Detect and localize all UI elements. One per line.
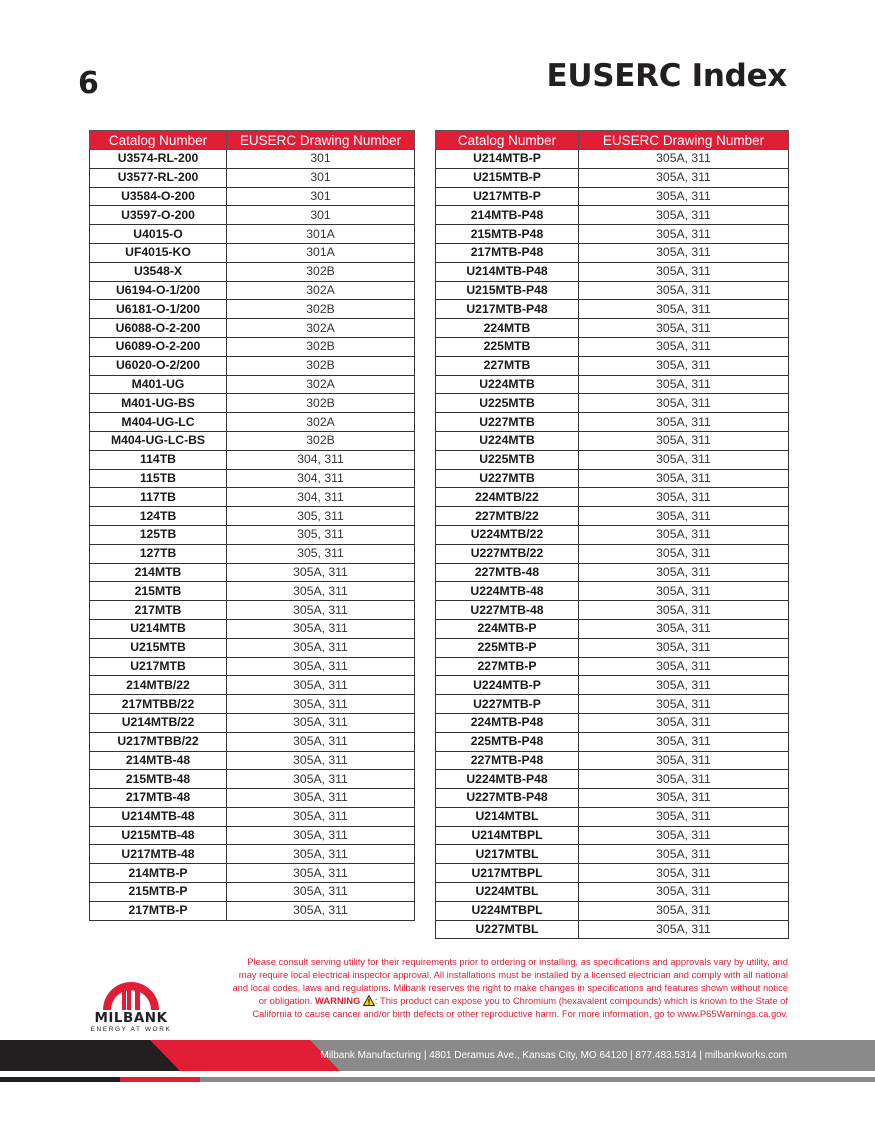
drawing-number-cell: 301 <box>227 206 415 225</box>
catalog-number-cell: 224MTB/22 <box>436 488 579 507</box>
catalog-number-cell: 225MTB-P <box>436 638 579 657</box>
catalog-number-cell: 217MTB-P48 <box>436 243 579 262</box>
table-row <box>90 676 415 695</box>
catalog-number-cell: U224MTB-48 <box>436 582 579 601</box>
catalog-number-cell: U6088-O-2-200 <box>90 319 227 338</box>
drawing-number-cell: 302A <box>227 413 415 432</box>
euserc-table-right <box>435 130 789 939</box>
table-row <box>436 319 789 338</box>
catalog-number-cell: M404-UG-LC-BS <box>90 431 227 450</box>
catalog-number-cell: 224MTB-P48 <box>436 713 579 732</box>
drawing-number-cell: 305A, 311 <box>579 262 789 281</box>
table-row <box>436 582 789 601</box>
table-row <box>90 413 415 432</box>
drawing-number-cell: 305A, 311 <box>579 713 789 732</box>
table-row <box>90 488 415 507</box>
catalog-number-cell: U217MTB-P48 <box>436 300 579 319</box>
catalog-number-cell: 214MTB <box>90 563 227 582</box>
drawing-number-cell: 302B <box>227 300 415 319</box>
drawing-number-cell: 305A, 311 <box>579 337 789 356</box>
drawing-number-cell: 305A, 311 <box>227 676 415 695</box>
table-row <box>436 920 789 939</box>
logo-tagline: ENERGY AT WORK <box>90 1026 172 1033</box>
drawing-number-cell: 305A, 311 <box>579 845 789 864</box>
table-row <box>90 450 415 469</box>
catalog-number-cell: U224MTB-P48 <box>436 770 579 789</box>
catalog-number-cell: 217MTB-P <box>90 901 227 920</box>
catalog-number-cell: 225MTB <box>436 337 579 356</box>
table-row <box>90 544 415 563</box>
catalog-number-cell: U224MTBPL <box>436 901 579 920</box>
catalog-number-cell: U215MTB-P <box>436 168 579 187</box>
table-row <box>90 469 415 488</box>
table-row <box>90 507 415 526</box>
table-row <box>90 732 415 751</box>
catalog-number-cell: 214MTB-48 <box>90 751 227 770</box>
drawing-number-cell: 305A, 311 <box>579 525 789 544</box>
table-row <box>90 619 415 638</box>
catalog-number-cell: U6194-O-1/200 <box>90 281 227 300</box>
catalog-number-cell: M401-UG <box>90 375 227 394</box>
drawing-number-cell: 305A, 311 <box>579 676 789 695</box>
drawing-number-cell: 305A, 311 <box>579 770 789 789</box>
table-row <box>90 695 415 714</box>
drawing-number-cell: 301A <box>227 225 415 244</box>
catalog-number-cell: 215MTB-48 <box>90 770 227 789</box>
drawing-number-cell: 305A, 311 <box>227 638 415 657</box>
catalog-number-cell: 227MTB/22 <box>436 507 579 526</box>
drawing-number-cell: 305A, 311 <box>579 243 789 262</box>
drawing-number-cell: 305A, 311 <box>579 413 789 432</box>
catalog-number-cell: U3548-X <box>90 262 227 281</box>
catalog-number-cell: U227MTBL <box>436 920 579 939</box>
catalog-number-cell: U214MTB-48 <box>90 807 227 826</box>
catalog-number-cell: M404-UG-LC <box>90 413 227 432</box>
catalog-number-cell: M401-UG-BS <box>90 394 227 413</box>
page-title: EUSERC Index <box>546 58 787 94</box>
catalog-number-cell: U3577-RL-200 <box>90 168 227 187</box>
catalog-number-cell: 117TB <box>90 488 227 507</box>
drawing-number-cell: 302B <box>227 394 415 413</box>
table-row <box>436 789 789 808</box>
drawing-number-cell: 305A, 311 <box>579 507 789 526</box>
table-row <box>90 826 415 845</box>
catalog-number-cell: U217MTB-P <box>436 187 579 206</box>
catalog-number-cell: 215MTB <box>90 582 227 601</box>
catalog-number-cell: U217MTBB/22 <box>90 732 227 751</box>
drawing-number-cell: 301 <box>227 187 415 206</box>
catalog-number-cell: U217MTBL <box>436 845 579 864</box>
drawing-number-cell: 302A <box>227 375 415 394</box>
page-number: 6 <box>78 66 99 101</box>
table-row <box>90 375 415 394</box>
table-row <box>436 150 789 169</box>
table-row <box>90 337 415 356</box>
drawing-number-cell: 305A, 311 <box>579 225 789 244</box>
catalog-number-cell: 127TB <box>90 544 227 563</box>
drawing-number-cell: 305A, 311 <box>579 431 789 450</box>
drawing-number-cell: 305A, 311 <box>579 619 789 638</box>
table-row <box>90 807 415 826</box>
drawing-number-cell: 305A, 311 <box>227 601 415 620</box>
table-row <box>436 337 789 356</box>
table-row <box>436 883 789 902</box>
drawing-number-cell: 305A, 311 <box>579 469 789 488</box>
table-row <box>436 300 789 319</box>
drawing-number-cell: 301 <box>227 150 415 169</box>
catalog-number-cell: U215MTB-P48 <box>436 281 579 300</box>
table-row <box>90 638 415 657</box>
drawing-number-cell: 305A, 311 <box>227 695 415 714</box>
table-row <box>90 206 415 225</box>
drawing-number-cell: 305A, 311 <box>579 920 789 939</box>
drawing-number-cell: 302B <box>227 431 415 450</box>
drawing-number-cell: 305A, 311 <box>579 394 789 413</box>
table-row <box>436 243 789 262</box>
drawing-number-cell: 305A, 311 <box>227 901 415 920</box>
catalog-number-cell: U6089-O-2-200 <box>90 337 227 356</box>
euserc-table-left <box>89 130 415 921</box>
drawing-number-header: EUSERC Drawing Number <box>579 131 789 150</box>
catalog-number-cell: U214MTB/22 <box>90 713 227 732</box>
warning-label: WARNING <box>315 995 361 1007</box>
table-row <box>436 469 789 488</box>
drawing-number-cell: 305A, 311 <box>579 300 789 319</box>
drawing-number-cell: 305A, 311 <box>579 695 789 714</box>
warning-icon <box>363 995 375 1006</box>
table-row <box>90 431 415 450</box>
drawing-number-cell: 305A, 311 <box>579 150 789 169</box>
table-row <box>90 789 415 808</box>
catalog-number-cell: 115TB <box>90 469 227 488</box>
drawing-number-cell: 304, 311 <box>227 488 415 507</box>
table-row <box>90 300 415 319</box>
drawing-number-cell: 304, 311 <box>227 469 415 488</box>
catalog-number-cell: 215MTB-P48 <box>436 225 579 244</box>
catalog-number-cell: U224MTBL <box>436 883 579 902</box>
table-row <box>90 713 415 732</box>
table-row <box>90 262 415 281</box>
table-row <box>436 845 789 864</box>
catalog-number-cell: UF4015-KO <box>90 243 227 262</box>
drawing-number-cell: 305A, 311 <box>579 319 789 338</box>
drawing-number-cell: 305A, 311 <box>227 845 415 864</box>
catalog-number-cell: U214MTBL <box>436 807 579 826</box>
table-row <box>436 450 789 469</box>
drawing-number-cell: 301A <box>227 243 415 262</box>
table-row <box>436 281 789 300</box>
catalog-number-cell: U224MTB-P <box>436 676 579 695</box>
drawing-number-cell: 305A, 311 <box>579 657 789 676</box>
drawing-number-cell: 305A, 311 <box>579 901 789 920</box>
catalog-number-cell: 224MTB <box>436 319 579 338</box>
table-row <box>436 826 789 845</box>
catalog-number-cell: U4015-O <box>90 225 227 244</box>
catalog-number-cell: U227MTB-P <box>436 695 579 714</box>
table-row <box>90 883 415 902</box>
catalog-number-cell: 214MTB-P48 <box>436 206 579 225</box>
catalog-number-cell: U217MTBPL <box>436 864 579 883</box>
footer-contact: Milbank Manufacturing | 4801 Deramus Ave., Kansas City, MO 64120 | 877.483.5314 | milbankworks.com <box>320 1050 787 1061</box>
drawing-number-cell: 305A, 311 <box>579 582 789 601</box>
table-row <box>90 770 415 789</box>
drawing-number-cell: 305A, 311 <box>579 601 789 620</box>
catalog-number-cell: 227MTB-P48 <box>436 751 579 770</box>
table-row <box>436 770 789 789</box>
drawing-number-cell: 305A, 311 <box>579 168 789 187</box>
drawing-number-cell: 305A, 311 <box>227 582 415 601</box>
catalog-number-cell: 225MTB-P48 <box>436 732 579 751</box>
drawing-number-cell: 305A, 311 <box>579 544 789 563</box>
drawing-number-cell: 305A, 311 <box>579 864 789 883</box>
drawing-number-cell: 302B <box>227 337 415 356</box>
table-row <box>436 431 789 450</box>
catalog-number-header: Catalog Number <box>436 131 579 150</box>
drawing-number-cell: 302B <box>227 356 415 375</box>
drawing-number-cell: 305A, 311 <box>579 206 789 225</box>
catalog-number-cell: U215MTB <box>90 638 227 657</box>
table-row <box>436 601 789 620</box>
drawing-number-cell: 305A, 311 <box>579 883 789 902</box>
drawing-number-header: EUSERC Drawing Number <box>227 131 415 150</box>
catalog-number-cell: 224MTB-P <box>436 619 579 638</box>
drawing-number-cell: 302B <box>227 262 415 281</box>
legal-disclaimer <box>228 955 788 1020</box>
catalog-number-cell: U224MTB/22 <box>436 525 579 544</box>
table-row <box>90 225 415 244</box>
table-row <box>436 507 789 526</box>
table-row <box>436 864 789 883</box>
table-row <box>436 619 789 638</box>
table-row <box>90 901 415 920</box>
catalog-number-cell: 215MTB-P <box>90 883 227 902</box>
drawing-number-cell: 305A, 311 <box>579 281 789 300</box>
table-row <box>436 525 789 544</box>
table-row <box>436 262 789 281</box>
drawing-number-cell: 305A, 311 <box>227 883 415 902</box>
table-row <box>90 845 415 864</box>
milbank-logo <box>86 964 176 1033</box>
table-row <box>436 413 789 432</box>
table-row <box>436 375 789 394</box>
catalog-number-cell: 214MTB/22 <box>90 676 227 695</box>
table-row <box>90 864 415 883</box>
catalog-number-cell: 217MTB-48 <box>90 789 227 808</box>
catalog-number-cell: U224MTB <box>436 431 579 450</box>
catalog-number-cell: 227MTB-P <box>436 657 579 676</box>
table-row <box>436 563 789 582</box>
table-row <box>436 713 789 732</box>
catalog-number-cell: 227MTB <box>436 356 579 375</box>
catalog-number-cell: 124TB <box>90 507 227 526</box>
drawing-number-cell: 305, 311 <box>227 525 415 544</box>
catalog-number-cell: U214MTB-P <box>436 150 579 169</box>
drawing-number-cell: 305A, 311 <box>579 807 789 826</box>
catalog-number-cell: 114TB <box>90 450 227 469</box>
table-row <box>436 206 789 225</box>
catalog-number-cell: 217MTB <box>90 601 227 620</box>
catalog-number-cell: 227MTB-48 <box>436 563 579 582</box>
catalog-number-cell: U225MTB <box>436 394 579 413</box>
drawing-number-cell: 305A, 311 <box>227 807 415 826</box>
catalog-number-cell: 214MTB-P <box>90 864 227 883</box>
catalog-number-cell: U217MTB <box>90 657 227 676</box>
table-row <box>90 751 415 770</box>
table-row <box>436 657 789 676</box>
table-row <box>90 187 415 206</box>
table-row <box>436 187 789 206</box>
drawing-number-cell: 305A, 311 <box>579 375 789 394</box>
drawing-number-cell: 305A, 311 <box>227 732 415 751</box>
table-row <box>90 601 415 620</box>
drawing-number-cell: 305A, 311 <box>579 751 789 770</box>
catalog-number-cell: U224MTB <box>436 375 579 394</box>
catalog-number-cell: 125TB <box>90 525 227 544</box>
catalog-number-cell: U227MTB/22 <box>436 544 579 563</box>
drawing-number-cell: 305A, 311 <box>579 826 789 845</box>
drawing-number-cell: 305A, 311 <box>227 751 415 770</box>
drawing-number-cell: 305A, 311 <box>579 638 789 657</box>
table-row <box>436 676 789 695</box>
table-row <box>90 168 415 187</box>
table-row <box>436 807 789 826</box>
catalog-number-cell: U214MTB-P48 <box>436 262 579 281</box>
drawing-number-cell: 305A, 311 <box>227 826 415 845</box>
catalog-number-cell: U6020-O-2/200 <box>90 356 227 375</box>
table-row <box>90 281 415 300</box>
drawing-number-cell: 305A, 311 <box>227 864 415 883</box>
logo-name: MILBANK <box>94 1010 168 1026</box>
drawing-number-cell: 305A, 311 <box>227 657 415 676</box>
table-row <box>90 243 415 262</box>
drawing-number-cell: 305, 311 <box>227 544 415 563</box>
table-row <box>436 488 789 507</box>
disclaimer-warning-text: : This product can expose you to Chromium (hexavalent compounds) which is known to the State of California to cause cancer and/or birth defects or other reproductive harm. For more information, go to www.P65Warnings.ca.gov. <box>252 995 788 1020</box>
table-row <box>90 657 415 676</box>
table-row <box>90 319 415 338</box>
drawing-number-cell: 301 <box>227 168 415 187</box>
catalog-number-cell: U6181-O-1/200 <box>90 300 227 319</box>
catalog-number-cell: U214MTBPL <box>436 826 579 845</box>
table-row <box>90 394 415 413</box>
table-row <box>90 582 415 601</box>
table-row <box>436 394 789 413</box>
drawing-number-cell: 305A, 311 <box>579 789 789 808</box>
catalog-number-cell: U3584-O-200 <box>90 187 227 206</box>
drawing-number-cell: 305A, 311 <box>579 732 789 751</box>
drawing-number-cell: 304, 311 <box>227 450 415 469</box>
table-row <box>436 732 789 751</box>
table-row <box>90 356 415 375</box>
catalog-number-cell: U227MTB-48 <box>436 601 579 620</box>
drawing-number-cell: 305A, 311 <box>227 713 415 732</box>
table-row <box>436 168 789 187</box>
table-row <box>436 751 789 770</box>
catalog-number-cell: U215MTB-48 <box>90 826 227 845</box>
catalog-number-cell: U3574-RL-200 <box>90 150 227 169</box>
drawing-number-cell: 305A, 311 <box>579 488 789 507</box>
drawing-number-cell: 305A, 311 <box>579 450 789 469</box>
table-row <box>436 225 789 244</box>
catalog-number-cell: U227MTB <box>436 413 579 432</box>
drawing-number-cell: 305A, 311 <box>579 187 789 206</box>
table-row <box>436 638 789 657</box>
drawing-number-cell: 305A, 311 <box>227 619 415 638</box>
drawing-number-cell: 305A, 311 <box>227 770 415 789</box>
table-row <box>436 356 789 375</box>
catalog-number-cell: U217MTB-48 <box>90 845 227 864</box>
catalog-number-cell: U227MTB-P48 <box>436 789 579 808</box>
table-row <box>90 525 415 544</box>
milbank-logo-mark <box>100 964 162 1010</box>
catalog-number-cell: U3597-O-200 <box>90 206 227 225</box>
table-row <box>90 563 415 582</box>
drawing-number-cell: 305A, 311 <box>579 356 789 375</box>
catalog-number-cell: 217MTBB/22 <box>90 695 227 714</box>
footer-graphic <box>0 1040 875 1085</box>
drawing-number-cell: 305A, 311 <box>579 563 789 582</box>
drawing-number-cell: 302A <box>227 281 415 300</box>
catalog-number-cell: U227MTB <box>436 469 579 488</box>
drawing-number-cell: 305A, 311 <box>227 789 415 808</box>
table-row <box>90 150 415 169</box>
drawing-number-cell: 305A, 311 <box>227 563 415 582</box>
catalog-number-cell: U225MTB <box>436 450 579 469</box>
table-row <box>436 544 789 563</box>
disclaimer-text: Please consult serving utility for their requirements prior to ordering or installing, as specifications and approvals vary by utility, and may require local electrical inspector approval. All installations must be installed by a licensed electrician and comply with all national and local codes, laws and regulations. Milbank reserves the right to make changes in specifications and features shown without notice or obligation. <box>232 956 788 1007</box>
drawing-number-cell: 305, 311 <box>227 507 415 526</box>
drawing-number-cell: 302A <box>227 319 415 338</box>
table-row <box>436 695 789 714</box>
table-row <box>436 901 789 920</box>
catalog-number-cell: U214MTB <box>90 619 227 638</box>
footer-band <box>0 1040 875 1085</box>
catalog-number-header: Catalog Number <box>90 131 227 150</box>
